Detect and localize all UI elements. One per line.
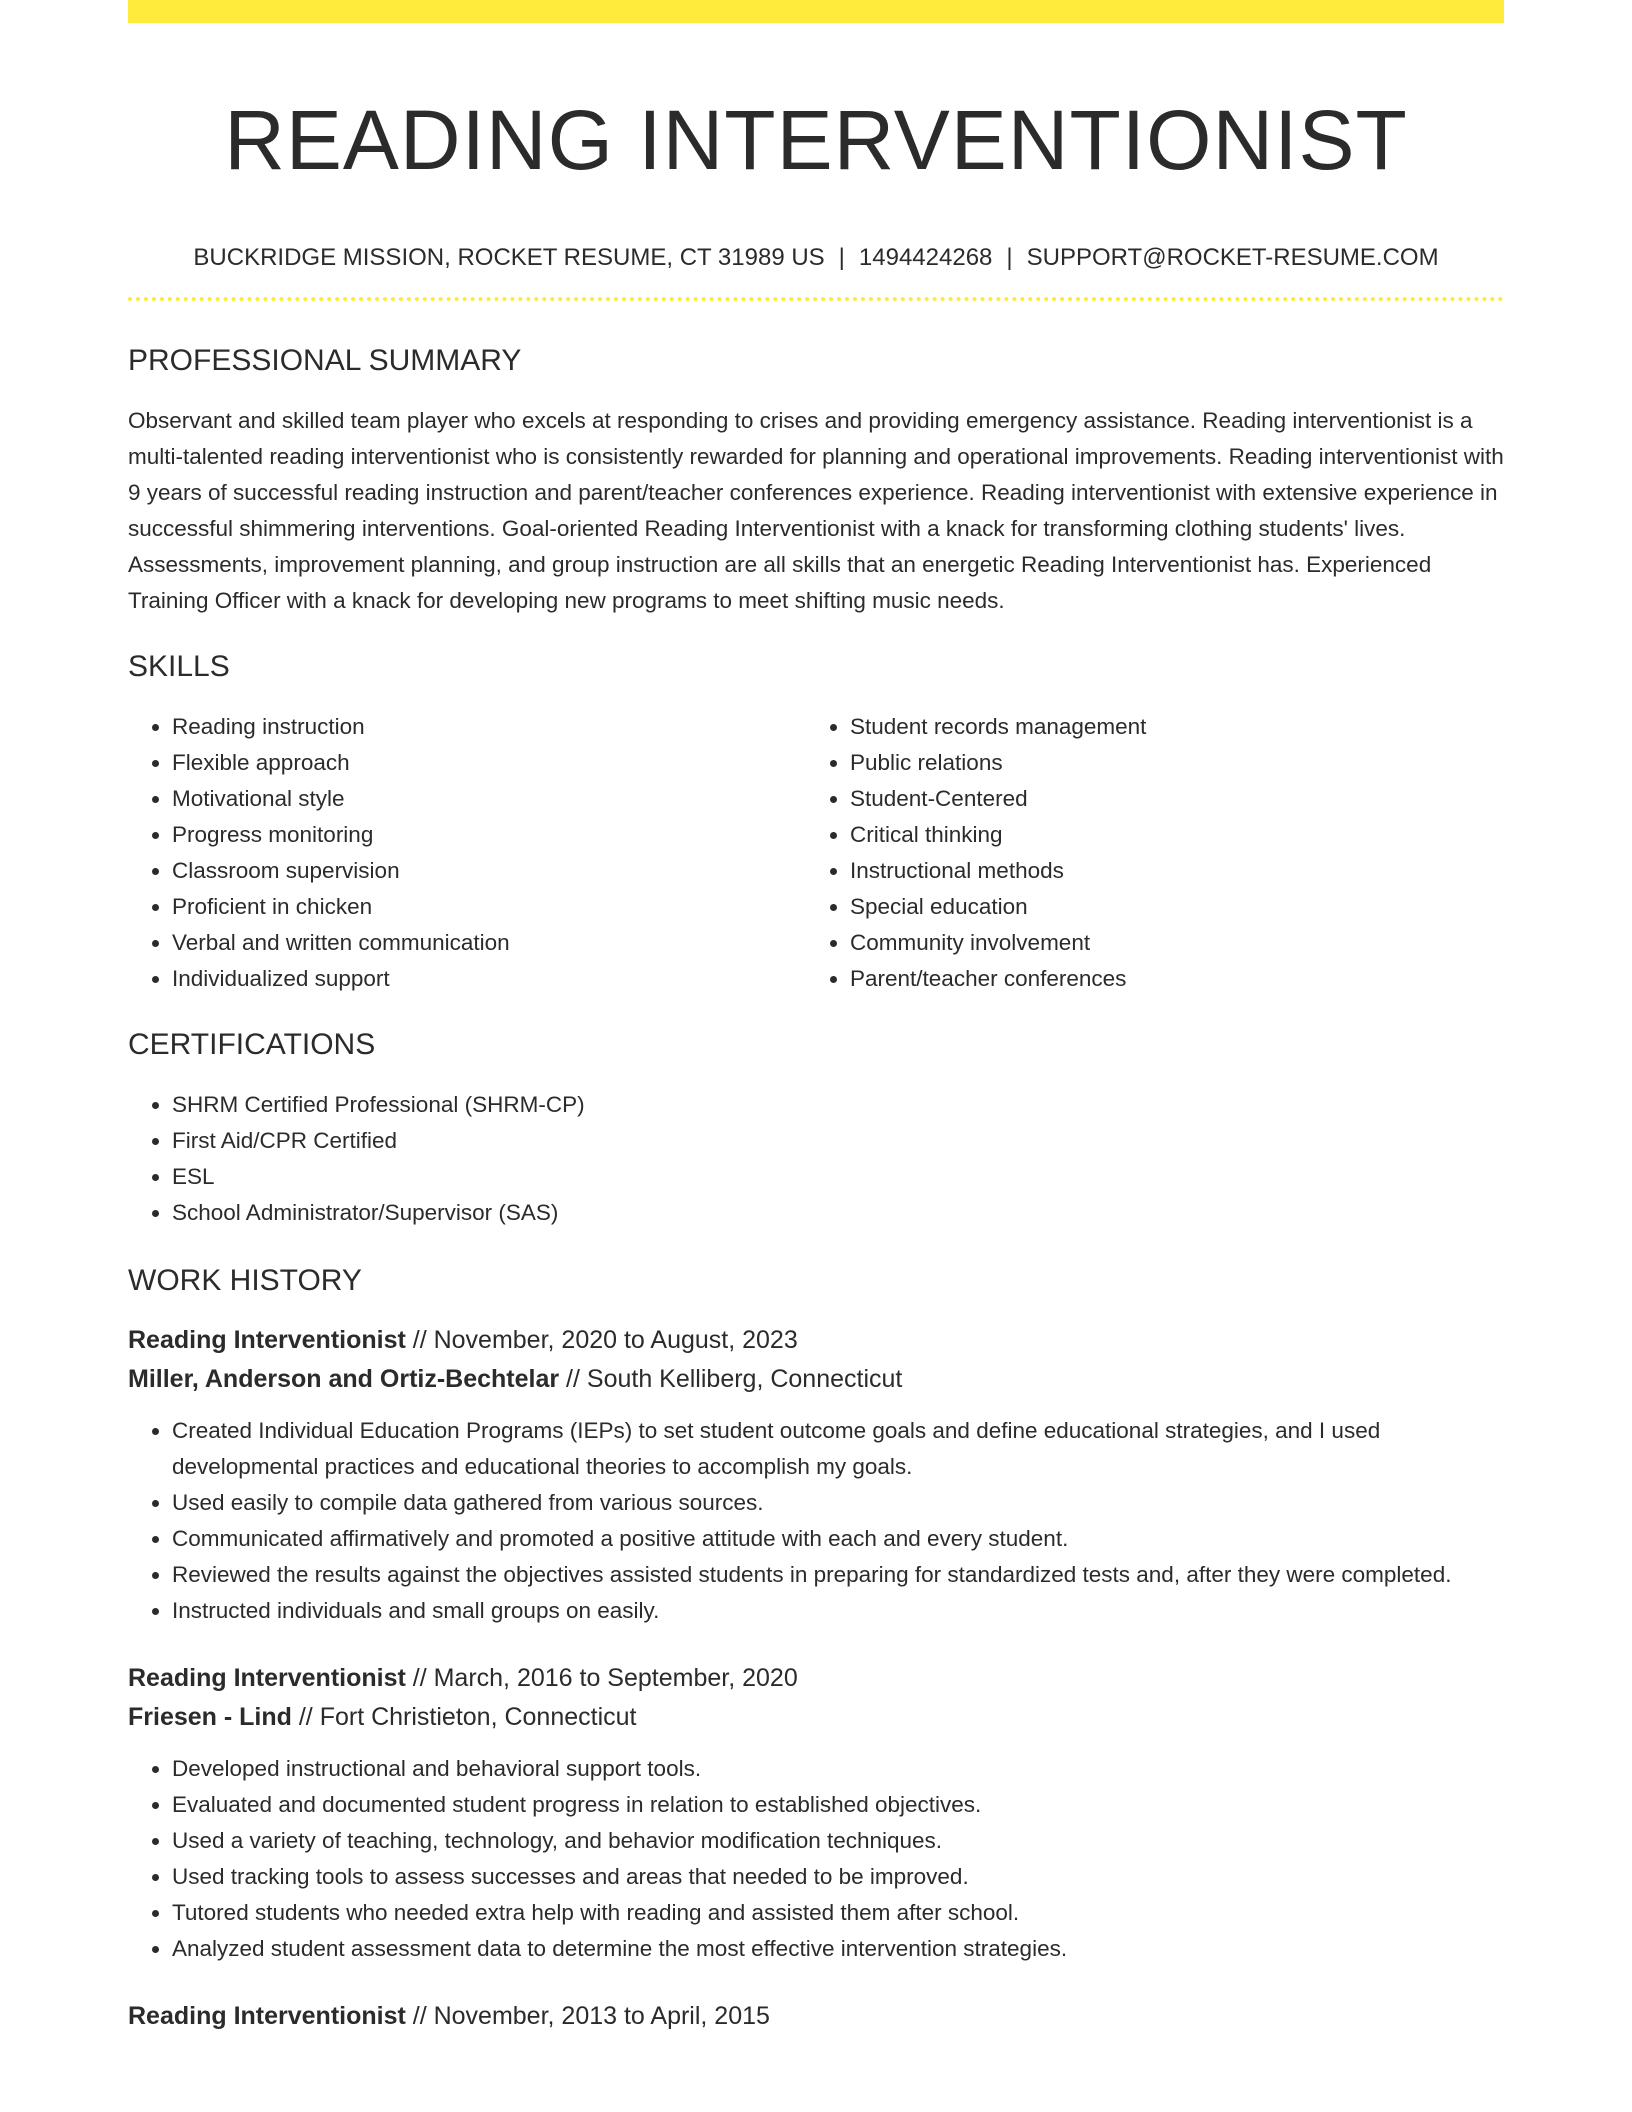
job-role: Reading Interventionist [128, 1326, 406, 1354]
job-location: // South Kelliberg, Connecticut [559, 1365, 903, 1393]
skills-list-right [806, 709, 1484, 997]
job-duty: • Used easily to compile data gathered from various sources. [172, 1485, 1504, 1521]
skill-item: • Classroom supervision [172, 853, 806, 889]
skill-item: • Student records management [850, 709, 1484, 745]
job-duty: • Reviewed the results against the objectives assisted students in preparing for standardized tests and, after they were completed. [172, 1557, 1504, 1593]
skill-item: • Student-Centered [850, 781, 1484, 817]
certification-item: • School Administrator/Supervisor (SAS) [172, 1195, 1504, 1231]
skills-list-left [128, 709, 806, 997]
contact-separator: | [1006, 244, 1013, 271]
accent-top-bar [128, 0, 1504, 23]
skills-heading: SKILLS [128, 650, 230, 683]
contact-separator: | [838, 244, 845, 271]
certification-item: • ESL [172, 1159, 1504, 1195]
dotted-divider [128, 297, 1504, 301]
job-duty: • Used a variety of teaching, technology, and behavior modification techniques. [172, 1823, 1504, 1859]
skill-item: • Special education [850, 889, 1484, 925]
job-location: // Fort Christieton, Connecticut [291, 1703, 637, 1731]
skill-item: • Public relations [850, 745, 1484, 781]
job-entry [128, 1659, 1504, 1967]
job-duty: • Used tracking tools to assess successes and areas that needed to be improved. [172, 1859, 1504, 1895]
job-duties-list [128, 1413, 1504, 1629]
skill-item: • Critical thinking [850, 817, 1484, 853]
job-duties-list [128, 1751, 1504, 1967]
contact-phone: 1494424268 [858, 244, 993, 271]
skill-item: • Community involvement [850, 925, 1484, 961]
job-role: Reading Interventionist [128, 1664, 406, 1692]
skill-item: • Progress monitoring [172, 817, 806, 853]
job-dates: // March, 2016 to September, 2020 [405, 1664, 798, 1692]
skill-item: • Instructional methods [850, 853, 1484, 889]
job-entry [128, 1321, 1504, 1629]
job-duty: • Analyzed student assessment data to determine the most effective intervention strategies. [172, 1931, 1504, 1967]
job-role-line [128, 1321, 1504, 1360]
certification-item: • SHRM Certified Professional (SHRM-CP) [172, 1087, 1504, 1123]
job-company: Friesen - Lind [128, 1703, 292, 1731]
skill-item: • Motivational style [172, 781, 806, 817]
job-dates: // November, 2013 to April, 2015 [405, 2002, 770, 2030]
skill-item: • Verbal and written communication [172, 925, 806, 961]
certifications-list [128, 1087, 1504, 1231]
job-company: Miller, Anderson and Ortiz-Bechtelar [128, 1365, 560, 1393]
job-duty: • Developed instructional and behavioral support tools. [172, 1751, 1504, 1787]
job-duty: • Instructed individuals and small groups on easily. [172, 1593, 1504, 1629]
skill-item: • Reading instruction [172, 709, 806, 745]
job-company-line [128, 1698, 1504, 1737]
resume-title: READING INTERVENTIONIST [224, 93, 1408, 187]
summary-text: Observant and skilled team player who excels at responding to crises and providing emergency assistance. Reading interventionist is a multi-talented reading interventionist who is consistently rewarded for planning and operational improvements. Reading interventionist with 9 years of successful reading instruction and parent/teacher conferences experience. Reading interventionist with extensive experience in successful shimmering interventions. Goal-oriented Reading Interventionist with a knack for transforming clothing students' lives. Assessments, improvement planning, and group instruction are all skills that an energetic Reading Interventionist has. Experienced Training Officer with a knack for developing new programs to meet shifting music needs. [128, 408, 1504, 613]
work-history-heading: WORK HISTORY [128, 1264, 362, 1297]
job-duty: • Communicated affirmatively and promoted a positive attitude with each and every student. [172, 1521, 1504, 1557]
job-dates: // November, 2020 to August, 2023 [405, 1326, 798, 1354]
certification-item: • First Aid/CPR Certified [172, 1123, 1504, 1159]
job-duty: • Evaluated and documented student progress in relation to established objectives. [172, 1787, 1504, 1823]
skill-item: • Proficient in chicken [172, 889, 806, 925]
job-duty: • Tutored students who needed extra help with reading and assisted them after school. [172, 1895, 1504, 1931]
job-role-line [128, 1659, 1504, 1698]
job-company-line [128, 1360, 1504, 1399]
summary-heading: PROFESSIONAL SUMMARY [128, 344, 522, 377]
skill-item: • Parent/teacher conferences [850, 961, 1484, 997]
certifications-heading: CERTIFICATIONS [128, 1028, 376, 1061]
skill-item: • Flexible approach [172, 745, 806, 781]
job-role-line [128, 1997, 1504, 2036]
skills-columns [128, 709, 1504, 997]
contact-address: BUCKRIDGE MISSION, ROCKET RESUME, CT 31989 US [193, 244, 825, 271]
job-duty: • Created Individual Education Programs (IEPs) to set student outcome goals and define educational strategies, and I used developmental practices and educational theories to accomplish my goals. [172, 1413, 1504, 1485]
skill-item: • Individualized support [172, 961, 806, 997]
resume-page [128, 0, 1504, 2036]
contact-email: SUPPORT@ROCKET-RESUME.COM [1026, 244, 1439, 271]
job-entry [128, 1997, 1504, 2036]
contact-line [128, 241, 1504, 275]
job-role: Reading Interventionist [128, 2002, 406, 2030]
